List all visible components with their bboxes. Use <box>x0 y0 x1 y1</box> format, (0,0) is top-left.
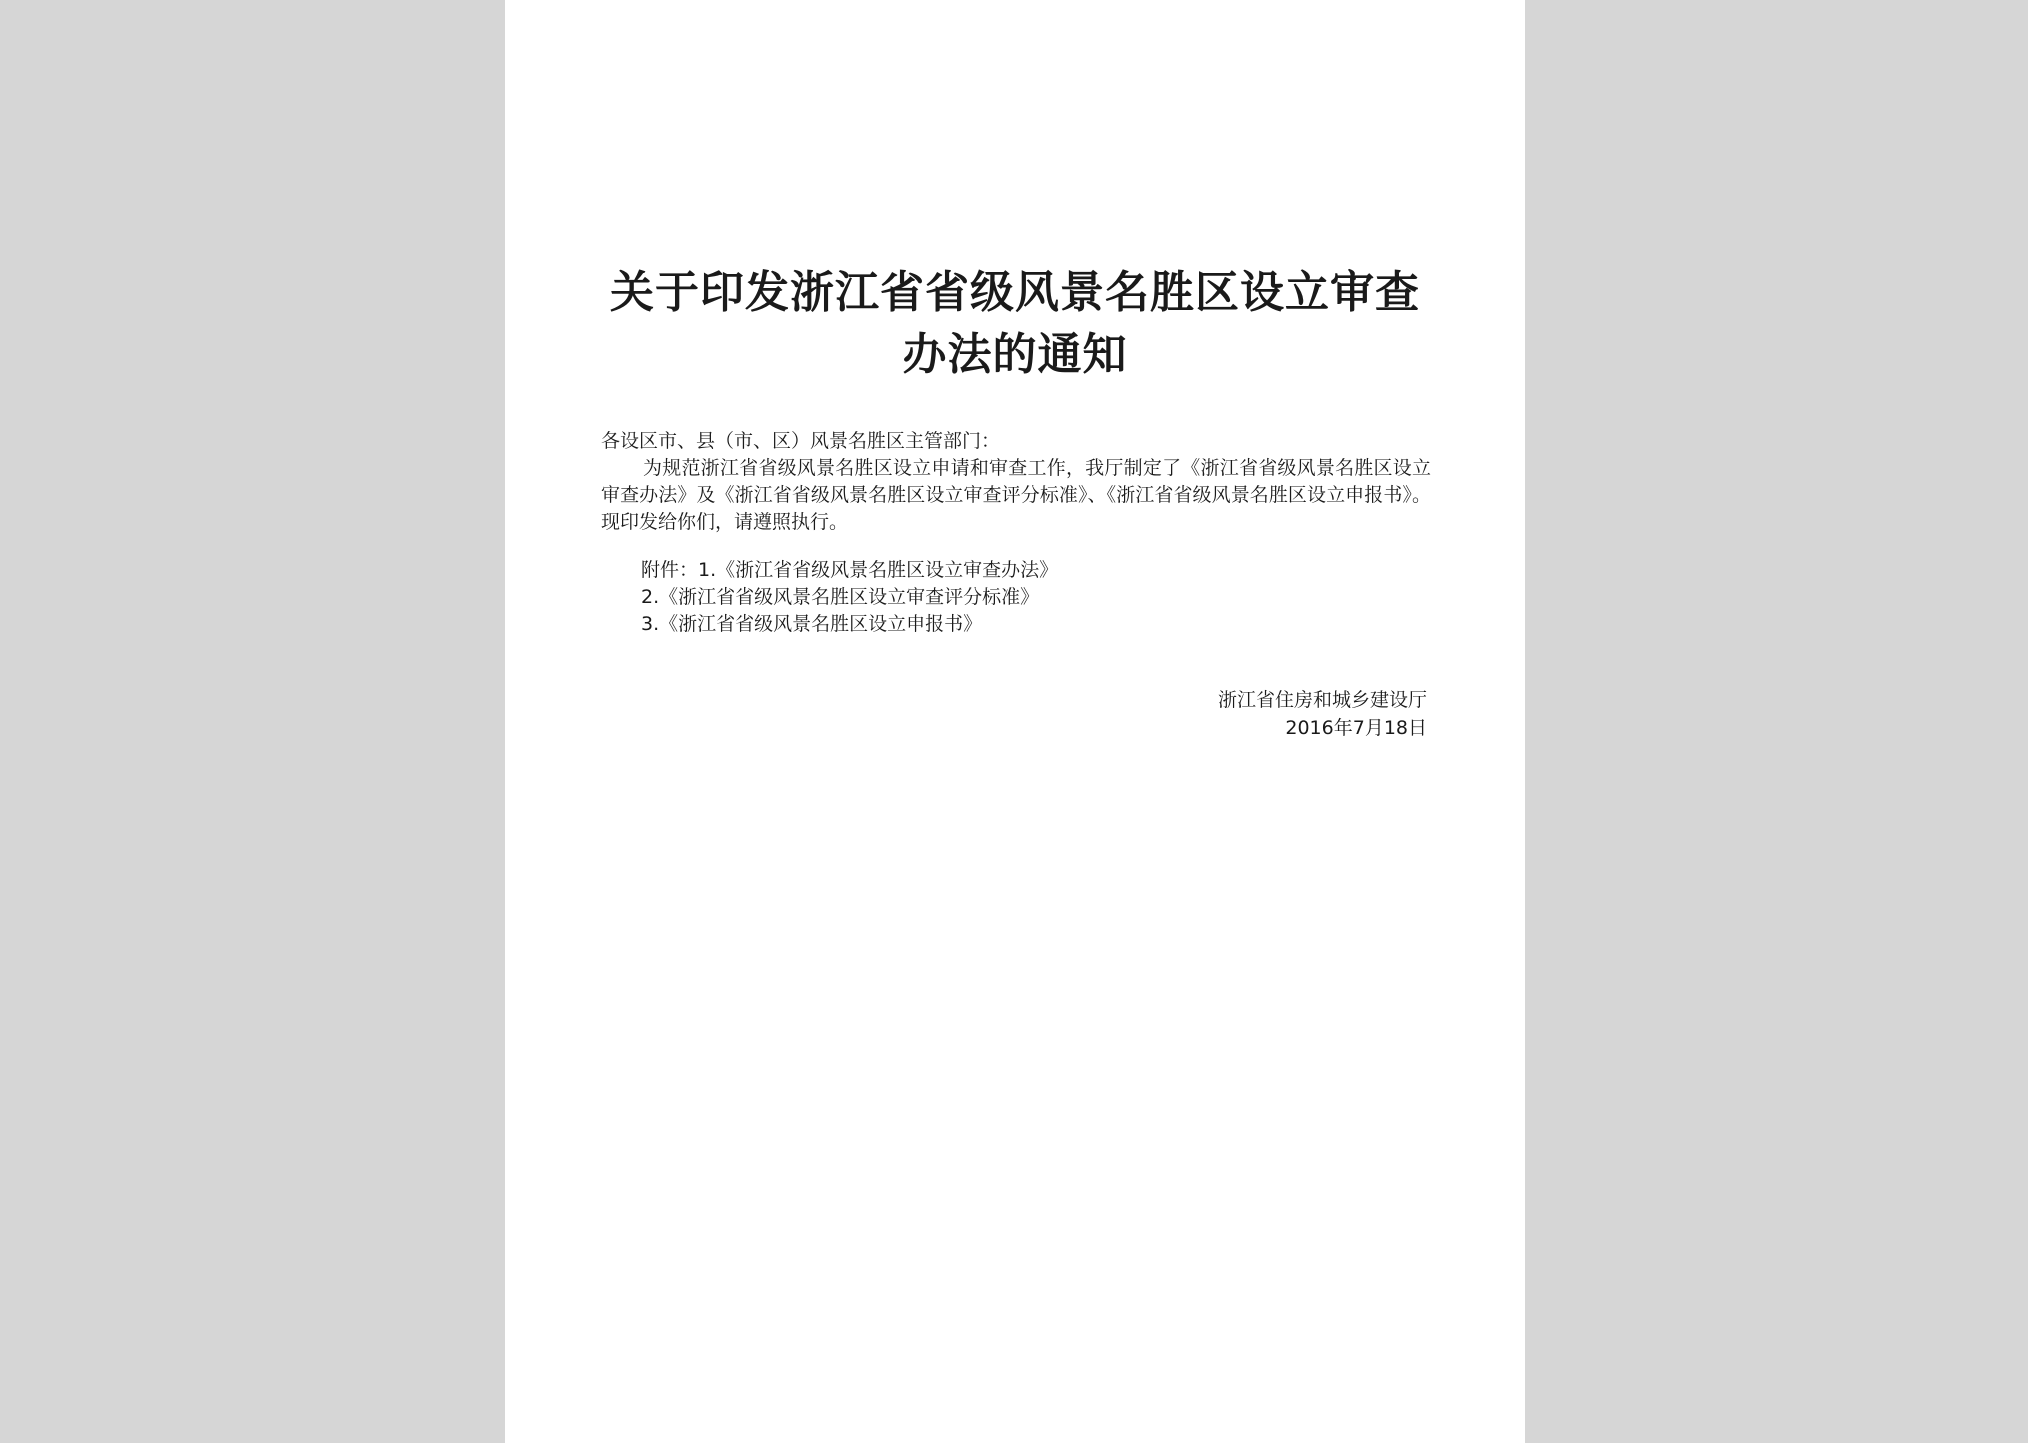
attachment-number: 1. <box>698 559 717 581</box>
attachments-list <box>641 557 1058 638</box>
body-paragraph: 为规范浙江省省级风景名胜区设立申请和审查工作，我厅制定了《浙江省省级风景名胜区设立审查办法》及《浙江省省级风景名胜区设立审查评分标准》、《浙江省省级风景名胜区设立申报书》。现印发给你们，请遵照执行。 <box>601 457 1431 533</box>
attachment-title: 《浙江省省级风景名胜区设立审查评分标准》 <box>659 586 1040 608</box>
attachment-number: 3. <box>641 613 660 635</box>
title-line-2: 办法的通知 <box>902 329 1128 380</box>
attachment-title: 《浙江省省级风景名胜区设立申报书》 <box>659 613 983 635</box>
attachment-item <box>641 584 1058 611</box>
issue-date: 2016年7月18日 <box>1285 717 1427 739</box>
issuer-name: 浙江省住房和城乡建设厅 <box>1217 689 1427 711</box>
attachment-number: 2. <box>641 586 660 608</box>
attachment-item <box>641 611 1058 638</box>
attachment-item <box>641 557 1058 584</box>
attachment-title: 《浙江省省级风景名胜区设立审查办法》 <box>716 559 1059 581</box>
document-title <box>505 262 1525 386</box>
title-line-1: 关于印发浙江省省级风景名胜区设立审查 <box>610 267 1420 318</box>
document-body <box>601 428 1431 536</box>
salutation: 各设区市、县（市、区）风景名胜区主管部门： <box>601 430 1001 452</box>
signature-block <box>1218 686 1427 742</box>
attachment-prefix: 附件： <box>641 559 699 581</box>
document-page <box>505 0 1525 1443</box>
